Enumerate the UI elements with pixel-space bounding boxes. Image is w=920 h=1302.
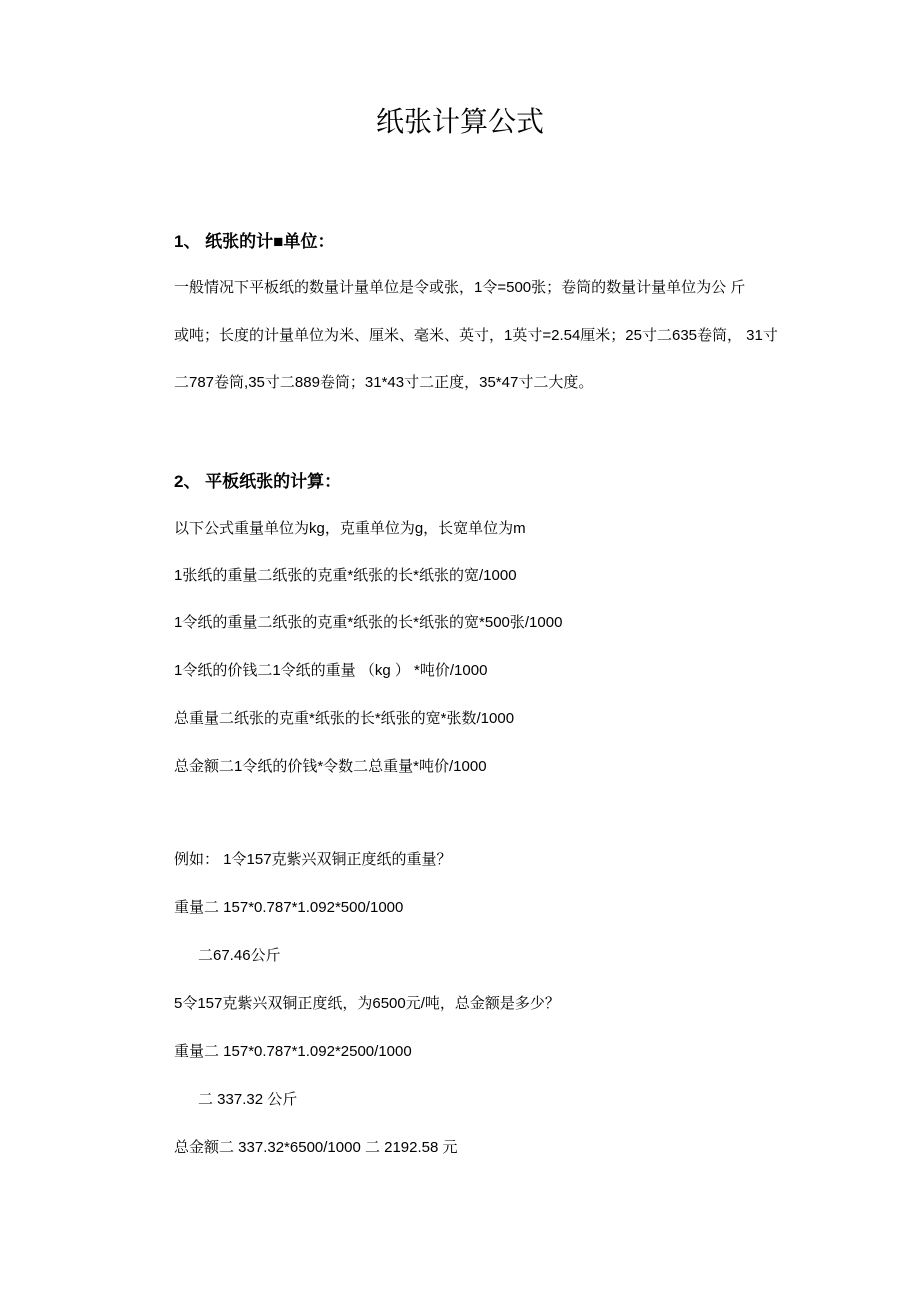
section2-heading: 2、 平板纸张的计算： bbox=[174, 472, 342, 491]
example-result: 二67.46公斤 bbox=[198, 947, 281, 964]
example-line: 总金额二 337.32*6500/1000 二 2192.58 元 bbox=[174, 1139, 458, 1156]
formula-line: 1令纸的重量二纸张的克重*纸张的长*纸张的宽*500张/1000 bbox=[174, 614, 563, 631]
section1-heading: 1、 纸张的计■单位： bbox=[174, 232, 335, 251]
example-line: 重量二 157*0.787*1.092*2500/1000 bbox=[174, 1043, 412, 1060]
example-line: 例如： 1令157克紫兴双铜正度纸的重量？ bbox=[174, 851, 452, 868]
document-title: 纸张计算公式 bbox=[375, 106, 544, 137]
example-line: 5令157克紫兴双铜正度纸，为6500元/吨，总金额是多少？ bbox=[174, 995, 560, 1012]
formula-line: 总重量二纸张的克重*纸张的长*纸张的宽*张数/1000 bbox=[174, 710, 515, 727]
formula-line: 以下公式重量单位为kg，克重单位为g，长宽单位为m bbox=[174, 520, 526, 537]
example-line: 重量二 157*0.787*1.092*500/1000 bbox=[174, 899, 404, 916]
paragraph-line: 一般情况下平板纸的数量计量单位是令或张，1令=500张；卷筒的数量计量单位为公 斤 bbox=[174, 279, 746, 296]
formula-line: 总金额二1令纸的价钱*令数二总重量*吨价/1000 bbox=[174, 758, 487, 775]
paragraph-line: 或吨；长度的计量单位为米、厘米、毫米、英寸，1英寸=2.54厘米；25寸二635卷筒， 31寸 bbox=[174, 327, 778, 344]
paragraph-line: 二787卷筒,35寸二889卷筒；31*43寸二正度，35*47寸二大度。 bbox=[174, 374, 594, 391]
example-result: 二 337.32 公斤 bbox=[198, 1091, 298, 1108]
formula-line: 1令纸的价钱二1令纸的重量 （kg ） *吨价/1000 bbox=[174, 662, 488, 679]
formula-line: 1张纸的重量二纸张的克重*纸张的长*纸张的宽/1000 bbox=[174, 567, 517, 584]
